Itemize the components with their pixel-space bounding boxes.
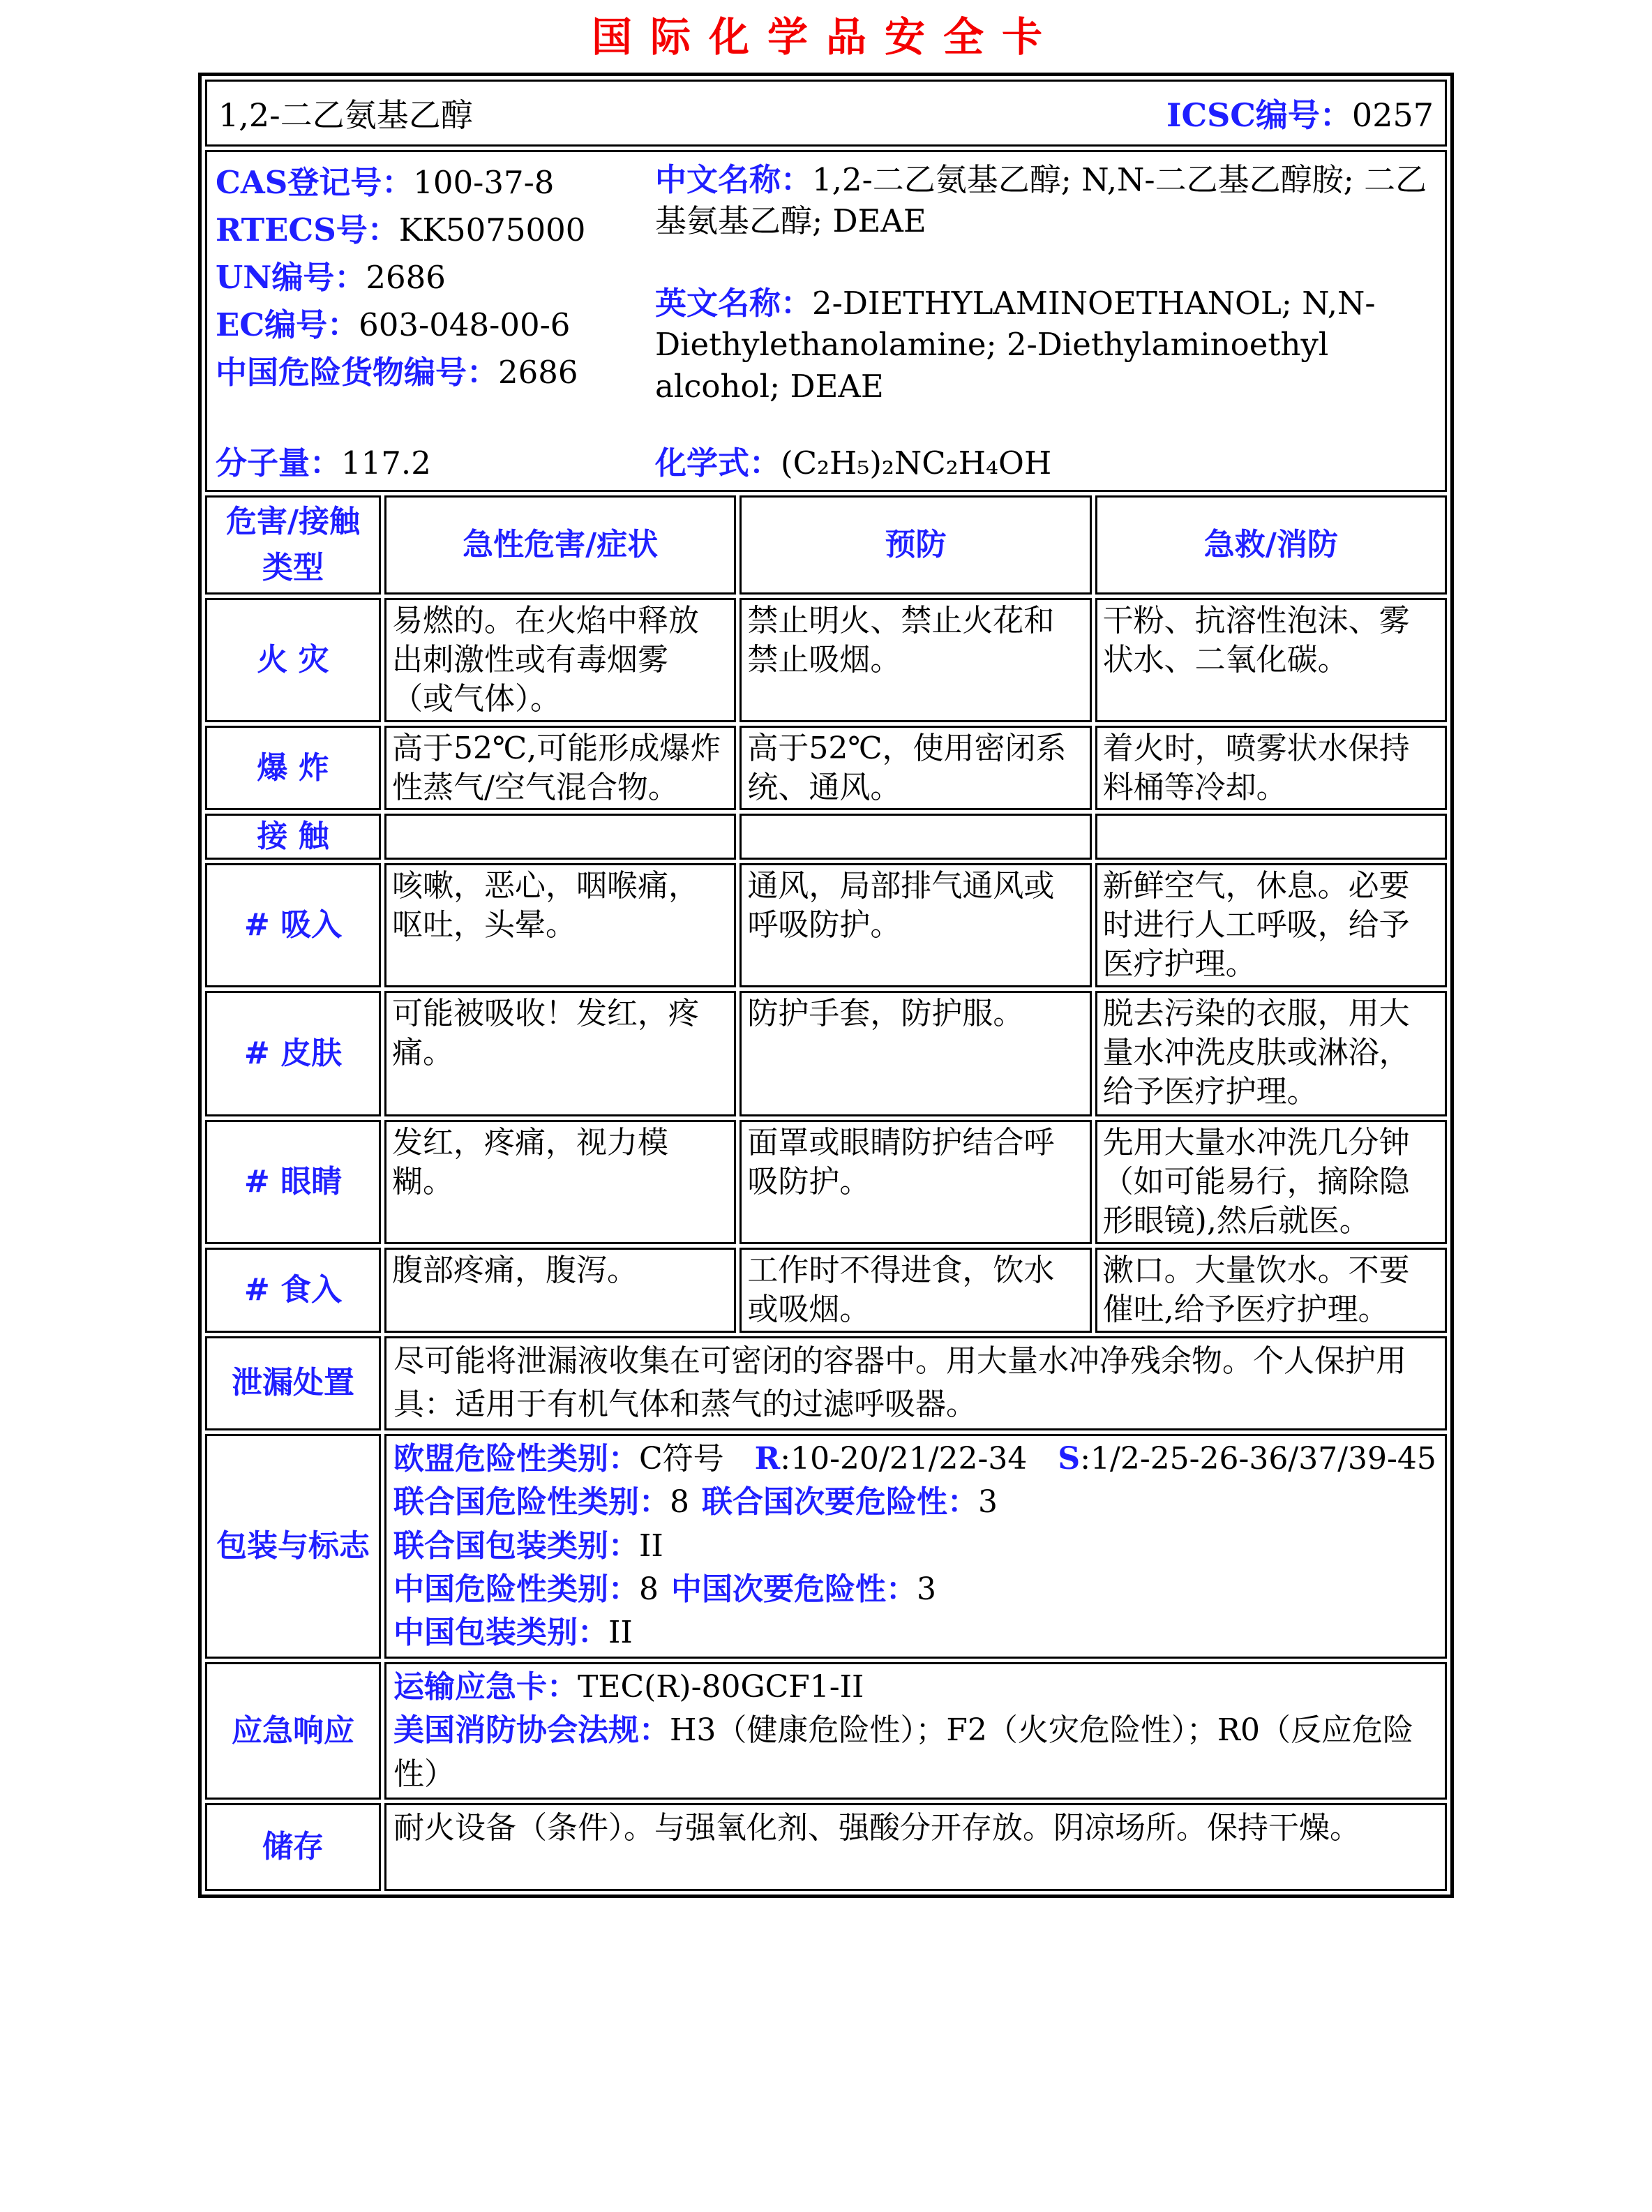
inhalation-prevention-cell: 通风，局部排气通风或呼吸防护。 <box>739 863 1091 987</box>
section-label-spill: 泄漏处置 <box>205 1336 381 1430</box>
nfpa-label: 美国消防协会法规： <box>393 1712 670 1749</box>
cn-secondary-label: 中国次要危险性： <box>671 1571 917 1607</box>
page-title: 国际化学品安全卡 <box>591 13 1060 61</box>
column-header-symptoms: 急性危害/症状 <box>384 495 736 595</box>
tec-line <box>393 1666 1438 1709</box>
section-label-storage: 储存 <box>205 1803 381 1891</box>
row-label-fire: 火 灾 <box>205 598 381 722</box>
nfpa-value: H3（健康危险性）；F2（火灾危险性）；R0（反应危险性） <box>393 1712 1414 1792</box>
ec-number-label: EC编号： <box>216 306 359 343</box>
china-dg-number-field <box>216 350 655 395</box>
english-name-label: 英文名称： <box>655 284 813 322</box>
cas-number-label: CAS登记号： <box>216 164 414 201</box>
explosion-prevention-cell: 高于52℃，使用密闭系统、通风。 <box>739 726 1091 811</box>
tec-value: TEC(R)-80GCF1-II <box>578 1668 864 1705</box>
row-label-contact: 接 触 <box>205 814 381 860</box>
un-secondary-value: 3 <box>978 1484 998 1520</box>
bottom-sections <box>205 1336 1447 1892</box>
s-phrases-value: :1/2-25-26-36/37/39-45 <box>1080 1440 1436 1477</box>
ingestion-prevention-cell: 工作时不得进食，饮水或吸烟。 <box>739 1248 1091 1333</box>
ingestion-firstaid-cell: 漱口。大量饮水。不要催吐,给予医疗护理。 <box>1095 1248 1447 1333</box>
eyes-symptoms-cell: 发红，疼痛，视力模糊。 <box>384 1120 736 1244</box>
safety-card <box>198 73 1454 1898</box>
cn-class-value: 8 <box>639 1571 659 1607</box>
china-dg-number-value: 2686 <box>498 353 578 391</box>
column-header-prevention: 预防 <box>739 495 1091 595</box>
eu-hazard-label: 欧盟危险性类别： <box>393 1440 639 1477</box>
fire-symptoms-cell: 易燃的。在火焰中释放出刺激性或有毒烟雾（或气体）。 <box>384 598 736 722</box>
nfpa-line <box>393 1709 1438 1796</box>
molecular-weight-value: 117.2 <box>341 444 431 481</box>
section-label-emergency: 应急响应 <box>205 1662 381 1800</box>
column-header-firstaid: 急救/消防 <box>1095 495 1447 595</box>
un-packing-line <box>393 1525 1438 1568</box>
section-label-packaging: 包装与标志 <box>205 1434 381 1659</box>
explosion-firstaid-cell: 着火时，喷雾状水保持料桶等冷却。 <box>1095 726 1447 811</box>
icsc-number-value: 0257 <box>1351 96 1434 134</box>
un-number-field <box>216 255 655 300</box>
card-header-row <box>205 80 1447 147</box>
s-phrases-label: S <box>1058 1440 1081 1477</box>
chemical-names <box>655 159 1442 484</box>
contact-symptoms-cell <box>384 814 736 860</box>
un-class-line <box>393 1481 1438 1524</box>
icsc-number-label: ICSC编号： <box>1166 96 1352 134</box>
un-secondary-label: 联合国次要危险性： <box>702 1484 978 1520</box>
fire-prevention-cell: 禁止明火、禁止火花和禁止吸烟。 <box>739 598 1091 722</box>
fire-firstaid-cell: 干粉、抗溶性泡沫、雾状水、二氧化碳。 <box>1095 598 1447 722</box>
english-name-value: 2-DIETHYLAMINOETHANOL; N,N-Diethylethanolamine; 2-Diethylaminoethyl alcohol; DEAE <box>655 284 1376 405</box>
china-dg-number-label: 中国危险货物编号： <box>216 353 499 391</box>
formula-value: (C₂H₅)₂NC₂H₄OH <box>781 444 1052 481</box>
molecular-weight-label: 分子量： <box>216 444 342 481</box>
r-phrases-label: R <box>754 1440 781 1477</box>
ingestion-symptoms-cell: 腹部疼痛，腹泻。 <box>384 1248 736 1333</box>
contact-prevention-cell <box>739 814 1091 860</box>
r-phrases-value: :10-20/21/22-34 <box>780 1440 1028 1477</box>
un-number-label: UN编号： <box>216 258 366 296</box>
un-class-label: 联合国危险性类别： <box>393 1484 670 1520</box>
inhalation-firstaid-cell: 新鲜空气，休息。必要时进行人工呼吸，给予医疗护理。 <box>1095 863 1447 987</box>
spill-content <box>384 1336 1447 1430</box>
row-label-explosion: 爆 炸 <box>205 726 381 811</box>
skin-firstaid-cell: 脱去污染的衣服，用大量水冲洗皮肤或淋浴，给予医疗护理。 <box>1095 991 1447 1116</box>
cas-number-value: 100-37-8 <box>413 164 555 201</box>
ec-number-value: 603-048-00-6 <box>359 306 571 343</box>
eu-hazard-symbol: C符号 <box>639 1440 724 1477</box>
rtecs-number-label: RTECS号： <box>216 211 399 248</box>
chinese-name-value: 1,2-二乙氨基乙醇; N,N-二乙基乙醇胺; 二乙基氨基乙醇; DEAE <box>655 161 1427 240</box>
row-label-ingestion: # 食入 <box>205 1248 381 1333</box>
rtecs-number-value: KK5075000 <box>398 211 586 248</box>
identification-section <box>205 150 1447 492</box>
cn-packing-label: 中国包装类别： <box>393 1615 608 1651</box>
ec-number-field <box>216 303 655 348</box>
spill-text: 尽可能将泄漏液收集在可密闭的容器中。用大量水冲净残余物。个人保护用具：适用于有机气体和蒸气的过滤呼吸器。 <box>393 1343 1406 1423</box>
eyes-firstaid-cell: 先用大量水冲洗几分钟（如可能易行，摘除隐形眼镜),然后就医。 <box>1095 1120 1447 1244</box>
rtecs-number-field <box>216 208 655 253</box>
chemical-name: 1,2-二乙氨基乙醇 <box>218 96 473 134</box>
registry-numbers <box>216 159 655 484</box>
un-class-value: 8 <box>670 1484 689 1520</box>
molecular-weight-field <box>216 438 655 484</box>
row-label-skin: # 皮肤 <box>205 991 381 1116</box>
english-name-paragraph <box>655 283 1436 407</box>
column-header-type: 危害/接触类型 <box>205 495 381 595</box>
un-number-value: 2686 <box>366 258 446 296</box>
cn-packing-line <box>393 1611 1438 1654</box>
row-label-eyes: # 眼睛 <box>205 1120 381 1244</box>
chinese-name-label: 中文名称： <box>655 161 813 198</box>
un-packing-value: II <box>639 1527 663 1564</box>
storage-text: 耐火设备（条件）。与强氧化剂、强酸分开存放。阴凉场所。保持干燥。 <box>393 1810 1360 1846</box>
hazard-table <box>205 495 1447 1333</box>
explosion-symptoms-cell: 高于52℃,可能形成爆炸性蒸气/空气混合物。 <box>384 726 736 811</box>
storage-content <box>384 1803 1447 1891</box>
chinese-name-paragraph <box>655 159 1436 242</box>
icsc-number-group <box>1166 90 1434 136</box>
cas-number-field <box>216 160 655 205</box>
tec-label: 运输应急卡： <box>393 1668 578 1705</box>
formula-label: 化学式： <box>655 444 781 481</box>
skin-symptoms-cell: 可能被吸收！发红，疼痛。 <box>384 991 736 1116</box>
cn-secondary-value: 3 <box>917 1571 936 1607</box>
formula-field <box>655 438 1436 484</box>
cn-class-line <box>393 1568 1438 1611</box>
skin-prevention-cell: 防护手套，防护服。 <box>739 991 1091 1116</box>
packaging-content <box>384 1434 1447 1659</box>
eu-hazard-line <box>393 1437 1438 1481</box>
cn-packing-value: II <box>608 1615 633 1651</box>
eyes-prevention-cell: 面罩或眼睛防护结合呼吸防护。 <box>739 1120 1091 1244</box>
cn-class-label: 中国危险性类别： <box>393 1571 639 1607</box>
contact-firstaid-cell <box>1095 814 1447 860</box>
emergency-content <box>384 1662 1447 1800</box>
inhalation-symptoms-cell: 咳嗽，恶心，咽喉痛，呕吐，头晕。 <box>384 863 736 987</box>
un-packing-label: 联合国包装类别： <box>393 1527 639 1564</box>
row-label-inhalation: # 吸入 <box>205 863 381 987</box>
